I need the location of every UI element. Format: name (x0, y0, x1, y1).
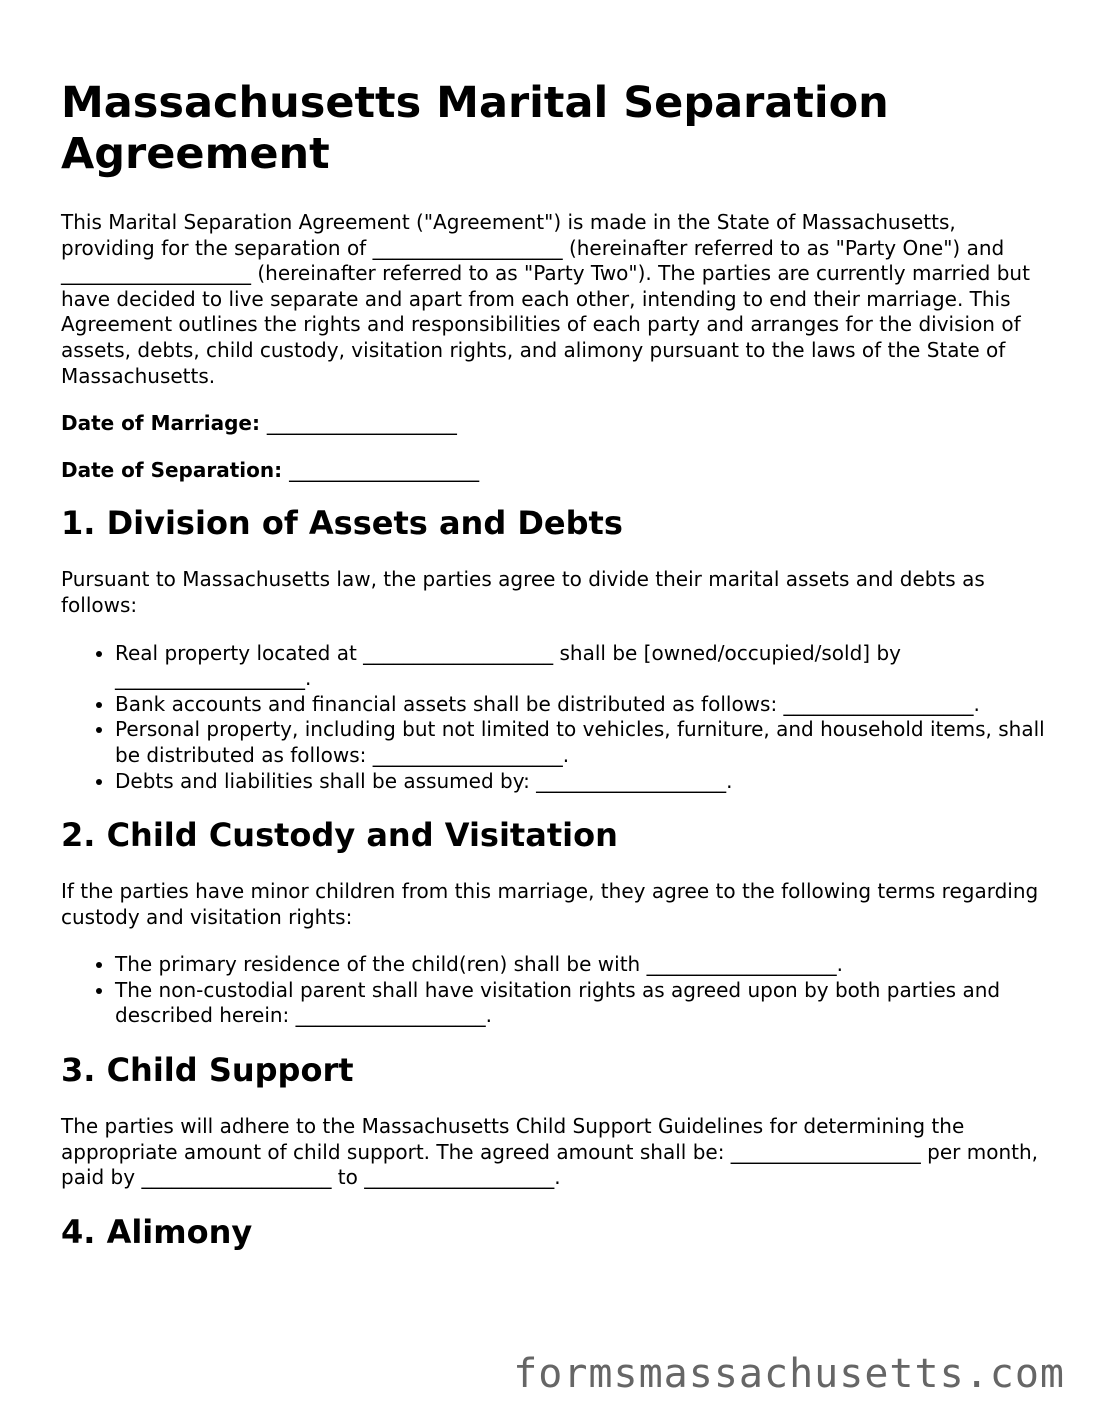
list-item: • Bank accounts and financial assets shall be distributed as follows: ___________________. (115, 692, 1046, 718)
list-item: • Real property located at ___________________ shall be [owned/occupied/sold] by ___________________. (115, 641, 1046, 692)
section-heading-alimony: 4. Alimony (61, 1212, 253, 1251)
intro-paragraph: This Marital Separation Agreement ("Agreement") is made in the State of Massachusetts, providing for the separation of ___________________ (hereinafter referred to as "Party One") and ___________________ (hereinafter referred to as "Party Two"). The parties are currently married but have decided to live separate and apart from each other, intending to end their marriage. This Agreement outlines the rights and responsibilities of each party and arranges for the division of assets, debts, child custody, visitation rights, and alimony pursuant to the laws of the State of Massachusetts. (61, 210, 1030, 388)
section-intro-child-support: The parties will adhere to the Massachusetts Child Support Guidelines for determining the appropriate amount of child support. The agreed amount shall be: ___________________ per month, paid by ___________________ to ___________________. (61, 1114, 1039, 1190)
site-watermark: formsmassachusetts.com (513, 1351, 1065, 1397)
date-of-marriage-field (61, 411, 1046, 437)
custody-visitation-list (61, 952, 1046, 1029)
document-title: Massachusetts Marital Separation Agreement (61, 78, 889, 179)
list-item: • Personal property, including but not limited to vehicles, furniture, and household items, shall be distributed as follows: ___________________. (115, 717, 1046, 768)
section-heading-assets-debts: 1. Division of Assets and Debts (61, 504, 623, 543)
document-page (61, 78, 1046, 1276)
assets-debts-list (61, 641, 1046, 795)
section-intro-assets-debts: Pursuant to Massachusetts law, the parties agree to divide their marital assets and debts as follows: (61, 567, 985, 617)
list-item: • The non-custodial parent shall have visitation rights as agreed upon by both parties and described herein: ___________________. (115, 978, 1046, 1029)
date-of-separation-label: Date of Separation: (61, 457, 283, 482)
list-item: • The primary residence of the child(ren) shall be with ___________________. (115, 952, 1046, 978)
date-of-separation-blank: ___________________ (289, 457, 480, 482)
list-item: • Debts and liabilities shall be assumed by: ___________________. (115, 769, 1046, 795)
section-heading-child-support: 3. Child Support (61, 1051, 354, 1090)
date-of-marriage-label: Date of Marriage: (61, 411, 260, 436)
date-of-marriage-blank: ___________________ (266, 411, 457, 436)
section-intro-custody-visitation: If the parties have minor children from this marriage, they agree to the following terms regarding custody and visitation rights: (61, 879, 1039, 929)
date-of-separation-field (61, 458, 1046, 484)
section-heading-custody-visitation: 2. Child Custody and Visitation (61, 816, 618, 855)
